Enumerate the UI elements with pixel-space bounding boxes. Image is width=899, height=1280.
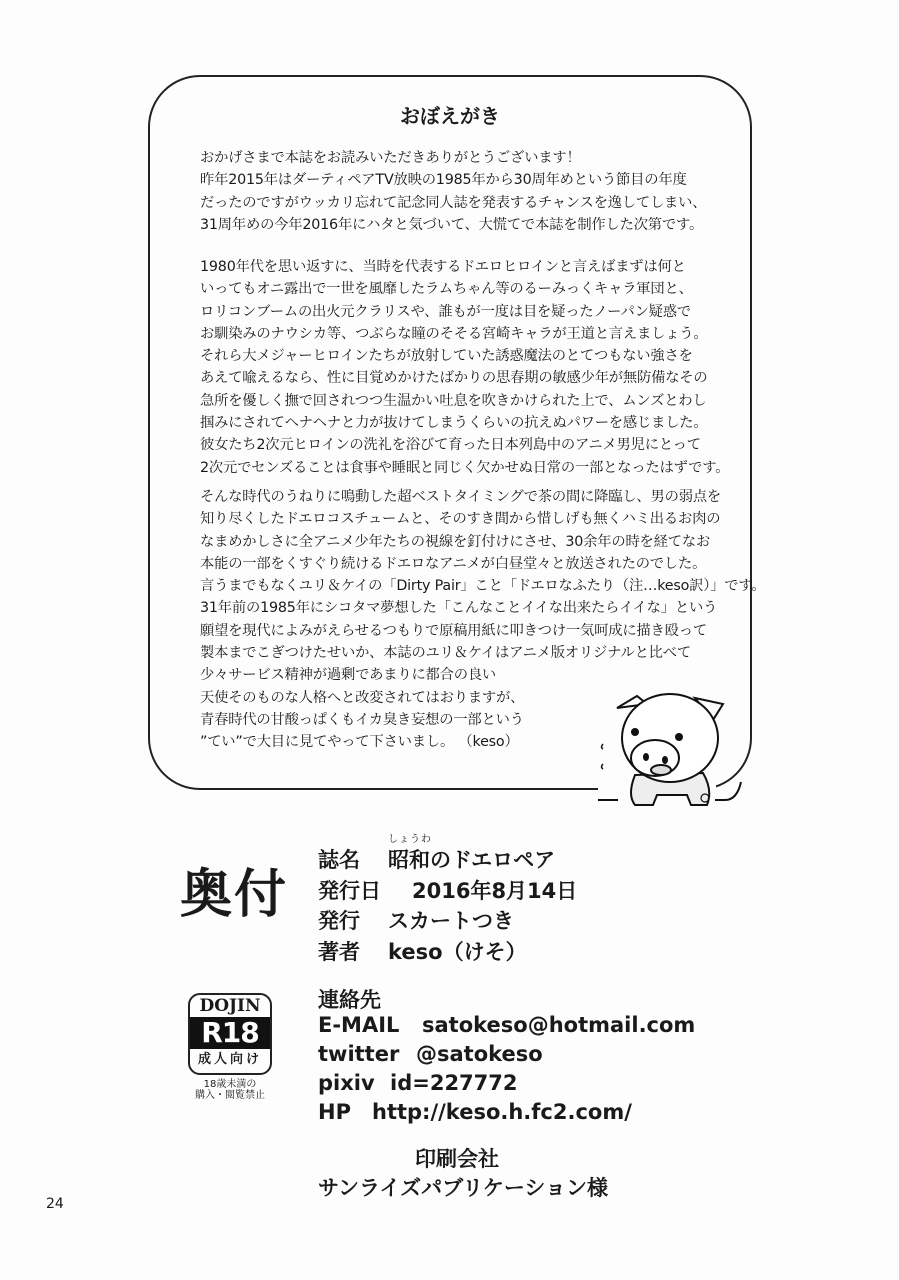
- afterword-title: おぼえがき: [400, 104, 500, 128]
- field-label: 誌名: [318, 848, 360, 872]
- badge-rating: R18: [190, 1017, 270, 1049]
- contact-label: HP: [318, 1100, 351, 1124]
- text-line: 急所を優しく撫で回されつつ生温かい吐息を吹きかけられた上で、ムンズとわし: [200, 392, 707, 409]
- contact-label: pixiv: [318, 1071, 375, 1095]
- text-line: 1980年代を思い返すに、当時を代表するドエロヒロインと言えばまずは何と: [200, 259, 686, 275]
- text-line: 2次元でセンズることは食事や睡眠と同じく欠かせぬ日常の一部となったはずです。: [200, 459, 730, 476]
- text-line: お馴染みのナウシカ等、つぶらな瞳のそそる宮崎キャラが王道と言えましょう。: [200, 325, 708, 342]
- contact-value[interactable]: satokeso@hotmail.com: [422, 1013, 696, 1037]
- contact-value[interactable]: @satokeso: [416, 1042, 543, 1066]
- text-line: 31周年めの今年2016年にハタと気づいて、大慌てで本誌を制作した次第です。: [200, 216, 704, 233]
- text-line: ”てい”で大目に見てやって下さいまし。 （keso）: [200, 734, 519, 751]
- text-line: そんな時代のうねりに鳴動した超ベストタイミングで茶の間に降臨し、男の弱点を: [200, 489, 722, 505]
- paragraph-2: [200, 256, 729, 479]
- text-line: 31年前の1985年にシコタマ夢想した「こんなことイイな出来たらイイな」という: [200, 600, 718, 617]
- field-label: 著者: [318, 940, 360, 964]
- badge-adult: 成人向け: [197, 1052, 262, 1067]
- field-label: 発行日: [318, 879, 381, 903]
- contact-heading: 連絡先: [318, 988, 381, 1012]
- field-value: keso（けそ）: [388, 940, 527, 964]
- page-number: 24: [46, 1196, 64, 1212]
- age-warning: [188, 1079, 272, 1101]
- contact-hp: [318, 1100, 632, 1124]
- pig-mascot-illustration: [595, 680, 745, 810]
- text-line: あえて喩えるなら、性に目覚めかけたばかりの思春期の敏感少年が無防備なその: [200, 370, 708, 387]
- r18-badge: [188, 993, 272, 1075]
- paragraph-1: [200, 147, 706, 236]
- field-author: [318, 936, 527, 966]
- text-line: 掴みにされてヘナヘナと力が抜けてしまうくらいの抗えぬパワーを感じました。: [200, 415, 708, 432]
- text-line: 彼女たち2次元ヒロインの洗礼を浴びて育った日本列島中のアニメ男児にとって: [200, 437, 701, 454]
- colophon-heading: 奥付: [180, 865, 289, 925]
- text-line: 本能の一部をくすぐり続けるドエロなアニメが白昼堂々と放送されたのでした。: [200, 555, 707, 572]
- field-value: スカートつき: [388, 909, 514, 933]
- text-line: 天使そのものな人格へと改変されてはおりますが、: [200, 689, 525, 706]
- text-line: それら大メジャーヒロインたちが放射していた誘惑魔法のとてつもない強さを: [200, 348, 693, 365]
- contact-label: E-MAIL: [318, 1013, 400, 1037]
- field-value: 昭和のドエロペア: [388, 848, 556, 872]
- age-warning-line: 購入・閲覧禁止: [195, 1090, 265, 1101]
- printer-heading: 印刷会社: [415, 1147, 499, 1171]
- field-label: 発行: [318, 909, 360, 933]
- text-line: 青春時代の甘酸っぱくもイカ臭き妄想の一部という: [200, 711, 524, 728]
- contact-value[interactable]: http://keso.h.fc2.com/: [372, 1100, 632, 1124]
- text-line: ロリコンブームの出火元クラリスや、誰もが一度は目を疑ったノーパン疑惑で: [200, 303, 691, 320]
- title-ruby: しょうわ: [388, 834, 432, 845]
- text-line: なまめかしさに全アニメ少年たちの視線を釘付けにさせ、30余年の時を経てなお: [200, 533, 711, 550]
- text-line: だったのですがウッカリ忘れて記念同人誌を発表するチャンスを逸してしまい、: [200, 194, 707, 211]
- field-value: 2016年8月14日: [412, 879, 578, 903]
- text-line: 言うまでもなくユリ＆ケイの「Dirty Pair」こと「ドエロなふたり（注…keso訳）」です。: [200, 578, 766, 595]
- contact-label: twitter: [318, 1042, 400, 1066]
- age-warning-line: 18歳未満の: [203, 1079, 257, 1090]
- contact-value[interactable]: id=227772: [390, 1071, 518, 1095]
- badge-dojin: DOJIN: [199, 996, 261, 1016]
- contact-twitter: [318, 1042, 543, 1066]
- text-line: 知り尽くしたドエロコスチュームと、そのすき間から惜しげも無くハミ出るお肉の: [200, 511, 721, 528]
- field-publisher: [318, 905, 514, 935]
- field-title: [318, 844, 556, 874]
- text-line: おかげさまで本誌をお読みいただきありがとうございます！: [200, 150, 581, 166]
- printer-name: サンライズパブリケーション様: [318, 1176, 609, 1200]
- text-line: 昨年2015年はダーティペアTV放映の1985年から30周年めという節目の年度: [200, 172, 687, 189]
- text-line: いってもオニ露出で一世を風靡したラムちゃん等のるーみっくキャラ軍団と、: [200, 281, 693, 298]
- contact-pixiv: [318, 1071, 518, 1095]
- text-line: 少々サービス精神が過剰であまりに都合の良い: [200, 667, 497, 684]
- field-date: [318, 875, 578, 905]
- text-line: 製本までこぎつけたせいか、本誌のユリ＆ケイはアニメ版オリジナルと比べて: [200, 645, 691, 662]
- text-line: 願望を現代によみがえらせるつもりで原稿用紙に叩きつけ一気呵成に描き殴って: [200, 622, 707, 639]
- contact-email: [318, 1013, 696, 1037]
